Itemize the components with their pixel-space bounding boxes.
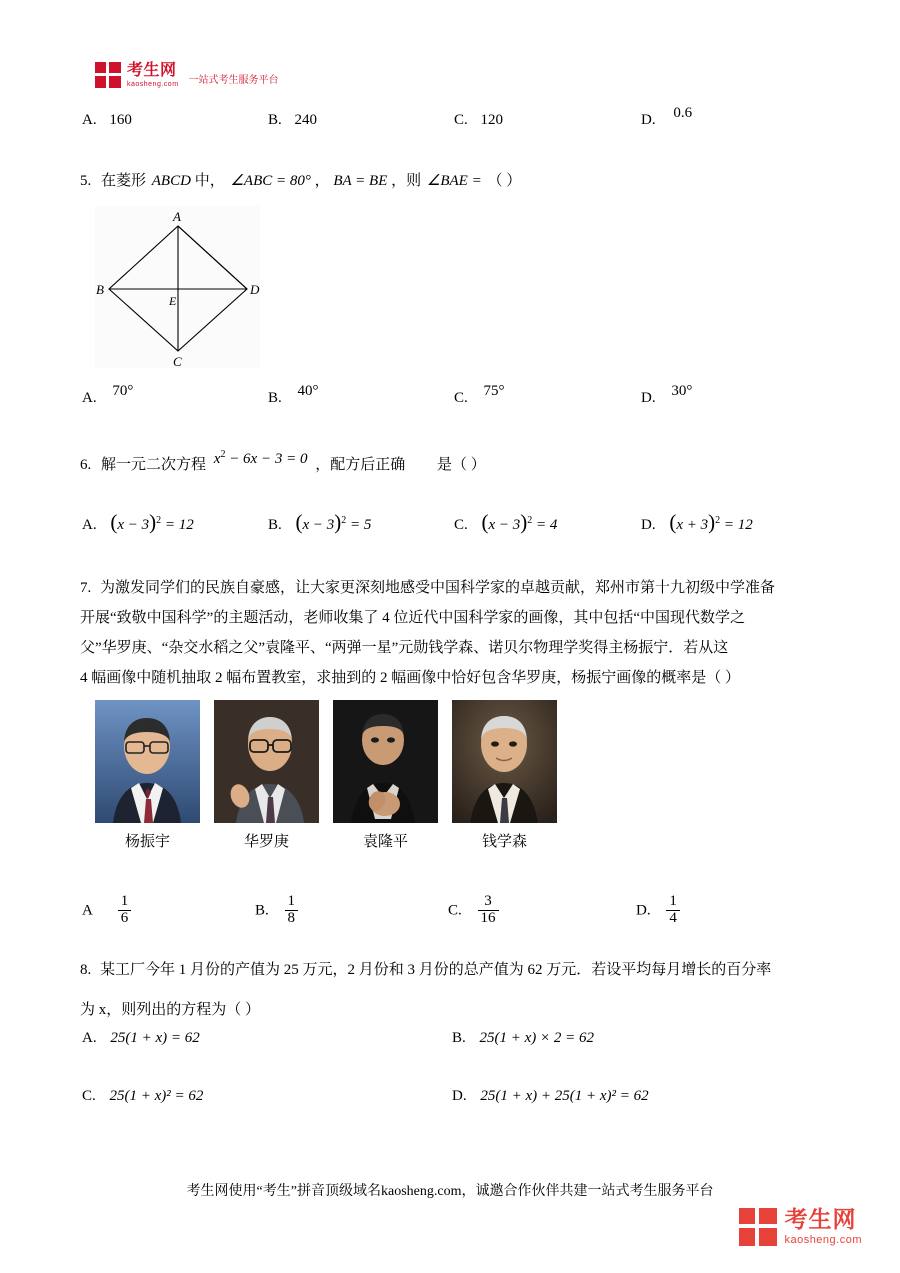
q7-option-b-num: 1 bbox=[287, 893, 296, 909]
q6-number: 6. bbox=[80, 457, 92, 473]
q7-option-d bbox=[636, 895, 682, 928]
site-logo bbox=[95, 62, 279, 88]
q7-option-d-label: D. bbox=[636, 902, 651, 919]
svg-text:C: C bbox=[173, 354, 182, 368]
q6-option-b-value: $(x - 3)^2 = 5$ bbox=[295, 510, 372, 534]
q5-option-b-value: 40° bbox=[297, 383, 319, 399]
q6-option-c-exp: 2 bbox=[527, 515, 533, 526]
q6-option-c-base: x − 3 bbox=[488, 517, 521, 533]
q7-stem-line4-wrap bbox=[80, 663, 840, 693]
svg-text:E: E bbox=[169, 294, 177, 308]
q5-option-a bbox=[82, 383, 134, 407]
q5-rhombus-figure bbox=[95, 206, 260, 368]
q6-option-d bbox=[641, 510, 753, 535]
q6-option-d-base: x + 3 bbox=[676, 517, 709, 533]
watermark-text bbox=[784, 1208, 862, 1246]
q6-stem-post2: 是（ ） bbox=[436, 457, 486, 473]
q8-option-c-value: 25(1 + x)² = 62 bbox=[109, 1088, 204, 1104]
svg-text:D: D bbox=[250, 282, 260, 297]
watermark-mark-icon bbox=[739, 1208, 777, 1246]
q8-option-a-label: A. bbox=[82, 1030, 97, 1046]
q5-option-a-value: 70° bbox=[112, 383, 134, 399]
svg-text:A: A bbox=[173, 209, 181, 224]
q6-option-c-value: $(x - 3)^2 = 4$ bbox=[481, 510, 558, 534]
portrait-image-1 bbox=[95, 700, 200, 823]
q4-option-c-label: C. bbox=[454, 112, 468, 128]
q4-option-b bbox=[268, 112, 317, 129]
q7-option-c-den: 16 bbox=[478, 910, 499, 927]
q4-option-a-label: A. bbox=[82, 112, 97, 128]
q6-option-a-base: x − 3 bbox=[117, 517, 150, 533]
q4-option-d-value: 0.6 bbox=[673, 105, 693, 121]
q7-stem bbox=[80, 573, 820, 603]
q6-stem bbox=[80, 449, 486, 478]
logo-name-en: kaosheng.com bbox=[127, 80, 179, 88]
portrait-caption-2: 华罗庚 bbox=[243, 834, 289, 850]
watermark-name-en: kaosheng.com bbox=[784, 1234, 862, 1246]
q6-option-d-value: $(x + 3)^2 = 12$ bbox=[669, 510, 753, 534]
logo-name-cn: 考生网 bbox=[127, 61, 177, 79]
q6-option-b-rhs: = 5 bbox=[350, 517, 372, 533]
q7-stem-line3: 父”华罗庚、“杂交水稻之父”袁隆平、“两弹一星”元勋钱学森、诺贝尔物理学奖得主杨振宁．若从这 bbox=[80, 640, 729, 656]
portrait-caption-4: 钱学森 bbox=[481, 834, 527, 850]
portrait-caption-3: 袁隆平 bbox=[362, 834, 408, 850]
logo-slogan: 一站式考生服务平台 bbox=[188, 75, 279, 86]
q5-option-d-value: 30° bbox=[671, 383, 693, 399]
q8-option-a bbox=[82, 1030, 200, 1047]
q6-option-a-value: $(x - 3)^2 = 12$ bbox=[110, 510, 194, 534]
rhombus-diagram-svg bbox=[95, 206, 260, 368]
q6-equation: $x^2 - 6x - 3 = 0$ bbox=[213, 449, 308, 467]
q8-option-a-value: 25(1 + x) = 62 bbox=[110, 1030, 200, 1046]
q6-option-c-label: C. bbox=[454, 517, 468, 533]
q5-option-d bbox=[641, 383, 693, 407]
q7-option-b-label: B. bbox=[255, 902, 269, 919]
q6-option-d-label: D. bbox=[641, 517, 656, 533]
q6-option-b-exp: 2 bbox=[341, 515, 347, 526]
q5-angle-condition: ∠ABC = 80° bbox=[230, 173, 311, 189]
q8-option-c bbox=[82, 1088, 203, 1105]
q7-option-b-fraction bbox=[285, 894, 299, 927]
q6-option-c bbox=[454, 510, 557, 535]
footer-note: 考生网使用“考生”拼音顶级域名kaosheng.com，诚邀合作伙伴共建一站式考生服务平台 bbox=[186, 1184, 714, 1199]
q7-stem-line1: 为激发同学们的民族自豪感，让大家更深刻地感受中国科学家的卓越贡献，郑州市第十九初级中学准备 bbox=[100, 580, 776, 596]
portrait-image-4 bbox=[452, 700, 557, 823]
q5-stem-mid: 中， bbox=[194, 173, 225, 189]
portrait-image-2 bbox=[214, 700, 319, 823]
q7-option-a-fraction bbox=[118, 894, 132, 927]
q5-stem bbox=[80, 168, 521, 194]
footer-watermark bbox=[739, 1208, 862, 1246]
q5-option-d-label: D. bbox=[641, 390, 656, 406]
q7-option-d-fraction bbox=[666, 894, 680, 927]
logo-mark-icon bbox=[95, 62, 121, 88]
watermark-name-cn: 考生网 bbox=[784, 1206, 857, 1232]
q5-number: 5. bbox=[80, 173, 92, 189]
q6-option-d-exp: 2 bbox=[715, 515, 721, 526]
logo-text bbox=[127, 63, 179, 88]
q4-option-b-value: 240 bbox=[294, 112, 318, 128]
q8-option-d-label: D. bbox=[452, 1088, 467, 1104]
q7-option-d-den: 4 bbox=[666, 910, 680, 927]
q5-option-c bbox=[454, 383, 505, 407]
q4-option-d-label: D. bbox=[641, 112, 656, 128]
q5-segment-condition: BA = BE bbox=[333, 173, 388, 189]
q6-option-c-rhs: = 4 bbox=[536, 517, 558, 533]
q8-option-d bbox=[452, 1088, 649, 1105]
q8-stem-line1: 某工厂今年 1 月份的产值为 25 万元，2 月份和 3 月份的总产值为 62 万元．若设平均每月增长的百分率 bbox=[100, 962, 772, 978]
portrait-yang-zhenning bbox=[95, 700, 200, 823]
q5-option-a-label: A. bbox=[82, 390, 97, 406]
q4-option-a bbox=[82, 112, 132, 129]
q7-option-c bbox=[448, 895, 501, 928]
q6-option-b bbox=[268, 510, 371, 535]
q7-option-a-num: 1 bbox=[120, 893, 129, 909]
q8-option-d-value: 25(1 + x) + 25(1 + x)² = 62 bbox=[480, 1088, 649, 1104]
portrait-hua-luogeng bbox=[214, 700, 319, 823]
q7-option-c-label: C. bbox=[448, 902, 462, 919]
portrait-yuan-longping bbox=[333, 700, 438, 823]
q4-option-c bbox=[454, 112, 503, 129]
q4-option-c-value: 120 bbox=[480, 112, 504, 128]
q6-option-b-base: x − 3 bbox=[302, 517, 335, 533]
q7-stem-line2-wrap bbox=[80, 603, 825, 633]
q7-stem-line3-wrap bbox=[80, 633, 825, 663]
q7-option-c-num: 3 bbox=[484, 893, 492, 909]
q7-stem-line2: 开展“致敬中国科学”的主题活动，老师收集了 4 位近代中国科学家的画像，其中包括“中国现代数学之 bbox=[80, 610, 745, 626]
q7-option-b bbox=[255, 895, 300, 928]
q4-option-d bbox=[641, 105, 693, 129]
q4-option-b-label: B. bbox=[268, 112, 282, 128]
q7-option-b-den: 8 bbox=[285, 910, 299, 927]
q7-stem-line4: 4 幅画像中随机抽取 2 幅布置教室，求抽到的 2 幅画像中恰好包含华罗庚，杨振宁画像的概率是（ ） bbox=[80, 670, 741, 686]
q7-option-c-fraction bbox=[478, 894, 499, 927]
q5-comma-1: ， bbox=[314, 173, 330, 189]
q5-option-c-label: C. bbox=[454, 390, 468, 406]
q5-comma-2: ，则 bbox=[391, 173, 422, 189]
q8-stem-line2-wrap bbox=[80, 995, 840, 1025]
q7-option-a-den: 6 bbox=[118, 910, 132, 927]
q8-option-b-value: 25(1 + x) × 2 = 62 bbox=[479, 1030, 595, 1046]
q6-option-a-rhs: = 12 bbox=[164, 517, 194, 533]
q5-stem-figure: ABCD bbox=[151, 173, 191, 189]
q8-number: 8. bbox=[80, 962, 92, 978]
q5-option-b bbox=[268, 383, 319, 407]
q8-option-b bbox=[452, 1030, 594, 1047]
q5-option-b-label: B. bbox=[268, 390, 282, 406]
q7-number: 7. bbox=[80, 580, 92, 596]
q7-option-a bbox=[82, 895, 133, 928]
q6-option-a-exp: 2 bbox=[156, 515, 162, 526]
q8-stem-line2: 为 x，则列出的方程为（ ） bbox=[80, 1002, 261, 1018]
q5-stem-pre: 在菱形 bbox=[101, 173, 147, 189]
q6-option-a-label: A. bbox=[82, 517, 97, 533]
q6-option-b-label: B. bbox=[268, 517, 282, 533]
q8-stem bbox=[80, 955, 840, 985]
q8-option-c-label: C. bbox=[82, 1088, 96, 1104]
portrait-caption-1: 杨振宇 bbox=[124, 834, 170, 850]
q7-portrait-row bbox=[95, 700, 557, 823]
q4-option-a-value: 160 bbox=[109, 112, 132, 128]
q6-option-d-rhs: = 12 bbox=[723, 517, 753, 533]
q7-option-a-label: A bbox=[82, 902, 93, 919]
svg-text:B: B bbox=[96, 282, 104, 297]
q5-angle-question: ∠BAE = bbox=[426, 173, 482, 189]
portrait-image-3 bbox=[333, 700, 438, 823]
q6-stem-post: ，配方后正确 bbox=[315, 457, 406, 473]
portrait-qian-xuesen bbox=[452, 700, 557, 823]
q6-stem-pre: 解一元二次方程 bbox=[101, 457, 207, 473]
q7-option-d-num: 1 bbox=[669, 893, 677, 909]
q8-option-b-label: B. bbox=[452, 1030, 466, 1046]
q5-answer-paren: （ ） bbox=[487, 173, 522, 189]
q6-option-a bbox=[82, 510, 194, 535]
q5-option-c-value: 75° bbox=[483, 383, 505, 399]
